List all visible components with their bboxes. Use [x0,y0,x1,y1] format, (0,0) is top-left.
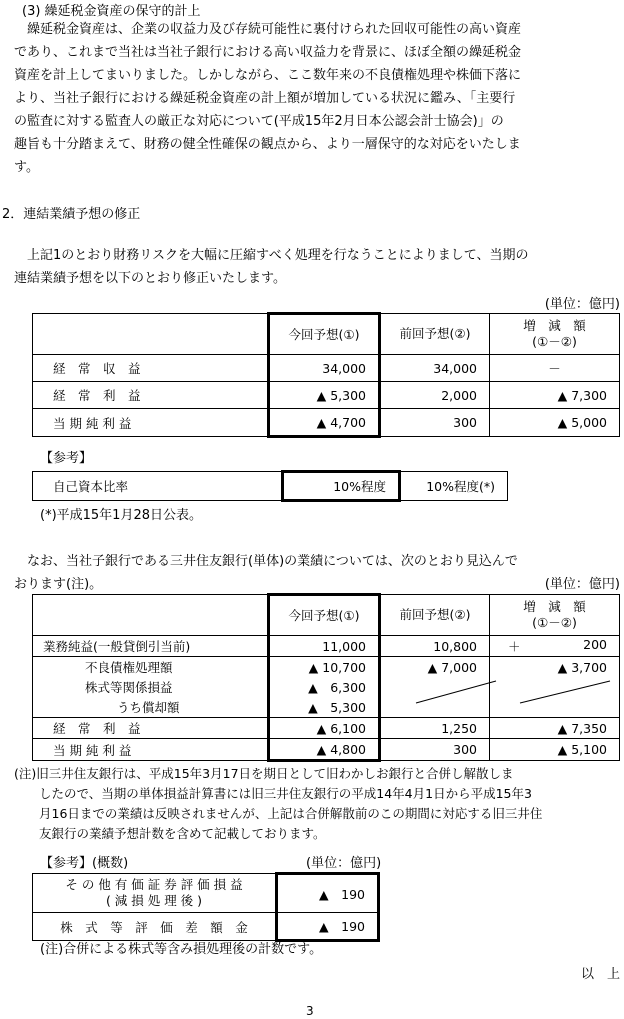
cell-change: ＋ 200 [490,636,620,657]
table-row [33,718,620,739]
unit-label-3: (単位：億円) [306,856,382,871]
section3-body [14,18,620,179]
row-label: そ の 他 有 価 証 券 評 価 損 益 ( 減 損 処 理 後 ) [33,874,277,913]
unit-label-2: (単位：億円) [544,577,620,592]
row-label: うち償却額 [33,697,269,718]
cell-previous: 2,000 [380,382,490,409]
section3-line: 繰延税金資産は、企業の収益力及び存続可能性に裏付けられた回収可能性の高い資産 [14,22,522,37]
row-label: 業務純益(一般貸倒引当前) [33,636,269,657]
section2-line: 上記1のとおり財務リスクを大幅に圧縮すべく処理を行なうことによりまして、当期の [14,248,529,263]
cell-value: ▲ 190 [277,913,379,941]
reference1-label: 【参考】 [40,451,93,466]
cell-current: 11,000 [269,636,380,657]
cell-previous: 10,800 [380,636,490,657]
cell-previous: 10%程度(*) [400,472,508,501]
reference2-note: (注)合併による株式等含み損処理後の計数です。 [40,942,323,957]
header-current: 今回予想(①) [269,314,380,355]
smbc-line: なお、当社子銀行である三井住友銀行(単体)の業績については、次のとおり見込んで [14,554,518,569]
smbc-line: おります(注)。 [14,577,103,592]
cell-change: ▲ 7,300 [490,382,620,409]
row-label: 不良債権処理額 [33,657,269,678]
empty-cell-slash [516,677,614,707]
table-corner [33,595,269,636]
section2-line: 連結業績予想を以下のとおり修正いたします。 [14,271,286,286]
reference2-label: 【参考】(概数) [40,856,129,871]
row-label: 当 期 純 利 益 [33,739,269,761]
cell-change: ▲ 5,100 [490,739,620,761]
smbc-body [14,550,620,596]
table-row [33,657,620,678]
unit-label-1: (単位：億円) [544,297,620,312]
table-row [33,739,620,761]
section3-line: の監査に対する監査人の厳正な対応について(平成15年2月日本公認会計士協会)」の [14,114,504,129]
reference1-footnote: (*)平成15年1月28日公表。 [40,508,202,523]
section3-line: であり、これまで当社は当社子銀行における高い収益力を背景に、ほぼ全額の繰延税金 [14,45,522,60]
cell-current: ▲ 6,300 [269,677,380,697]
cell-current: ▲ 5,300 [269,382,380,409]
section2-body [14,244,620,290]
row-label: 当 期 純 利 益 [33,409,269,437]
table-row [33,874,379,913]
table-row [33,409,620,437]
row-label: 株式等関係損益 [33,677,269,697]
section3-line: より、当社子銀行における繰延税金資産の計上額が増加している状況に鑑み、「主要行 [14,91,516,106]
row-label: 経 常 利 益 [33,382,269,409]
header-previous: 前回予想(②) [380,595,490,636]
cell-previous: 34,000 [380,355,490,382]
cell-previous: 300 [380,409,490,437]
cell-current: 34,000 [269,355,380,382]
empty-cell-slash [412,677,500,707]
securities-valuation-table [32,872,380,942]
note-line: (注)旧三井住友銀行は、平成15年3月17日を期日として旧わかしお銀行と合併し解散しま [14,766,514,781]
cell-value: ▲ 190 [277,874,379,913]
header-previous: 前回予想(②) [380,314,490,355]
row-label: 株 式 等 評 価 差 額 金 [33,913,277,941]
table-row [33,913,379,941]
table-row [33,636,620,657]
cell-change: ▲ 3,700 [490,657,620,678]
row-label: 経 常 利 益 [33,718,269,739]
cell-change: ▲ 5,000 [490,409,620,437]
table-corner [33,314,269,355]
section3-line: 資産を計上してまいりました。しかしながら、ここ数年来の不良債権処理や株価下落に [14,68,522,83]
table-row [33,382,620,409]
consolidated-forecast-table [32,312,620,438]
cell-current: ▲ 10,700 [269,657,380,678]
note-line: 月16日までの業績は反映されませんが、上記は合併解散前のこの期間に対応する旧三井住 [14,806,543,821]
cell-current: ▲ 5,300 [269,697,380,718]
section3-line: す。 [14,160,39,175]
section3-heading: (3) 繰延税金資産の保守的計上 [22,4,201,19]
cell-change: ▲ 7,350 [490,718,620,739]
header-change: 増 減 額 (①－②) [490,314,620,355]
header-change: 増 減 額 (①－②) [490,595,620,636]
cell-previous: 1,250 [380,718,490,739]
header-current: 今回予想(①) [269,595,380,636]
cell-previous: ▲ 7,000 [380,657,490,678]
cell-current: 10%程度 [283,472,400,501]
table-row [33,472,508,501]
row-label: 自己資本比率 [33,472,283,501]
closing-text: 以 上 [580,967,620,982]
table-row [33,355,620,382]
cell-previous: 300 [380,739,490,761]
section3-line: 趣旨も十分踏まえて、財務の健全性確保の観点から、より一層保守的な対応をいたしま [14,137,521,152]
cell-current: ▲ 6,100 [269,718,380,739]
note-line: 友銀行の業績予想計数を含めて記載しております。 [14,826,326,841]
capital-ratio-table [32,470,508,502]
cell-current: ▲ 4,700 [269,409,380,437]
table2-note [14,764,620,844]
row-label: 経 常 収 益 [33,355,269,382]
note-line: したので、当期の単体損益計算書には旧三井住友銀行の平成14年4月1日から平成15年3 [14,786,532,801]
section2-heading: 2．連結業績予想の修正 [2,207,141,222]
page-number: 3 [306,1004,314,1018]
cell-current: ▲ 4,800 [269,739,380,761]
cell-change: － [490,355,620,382]
